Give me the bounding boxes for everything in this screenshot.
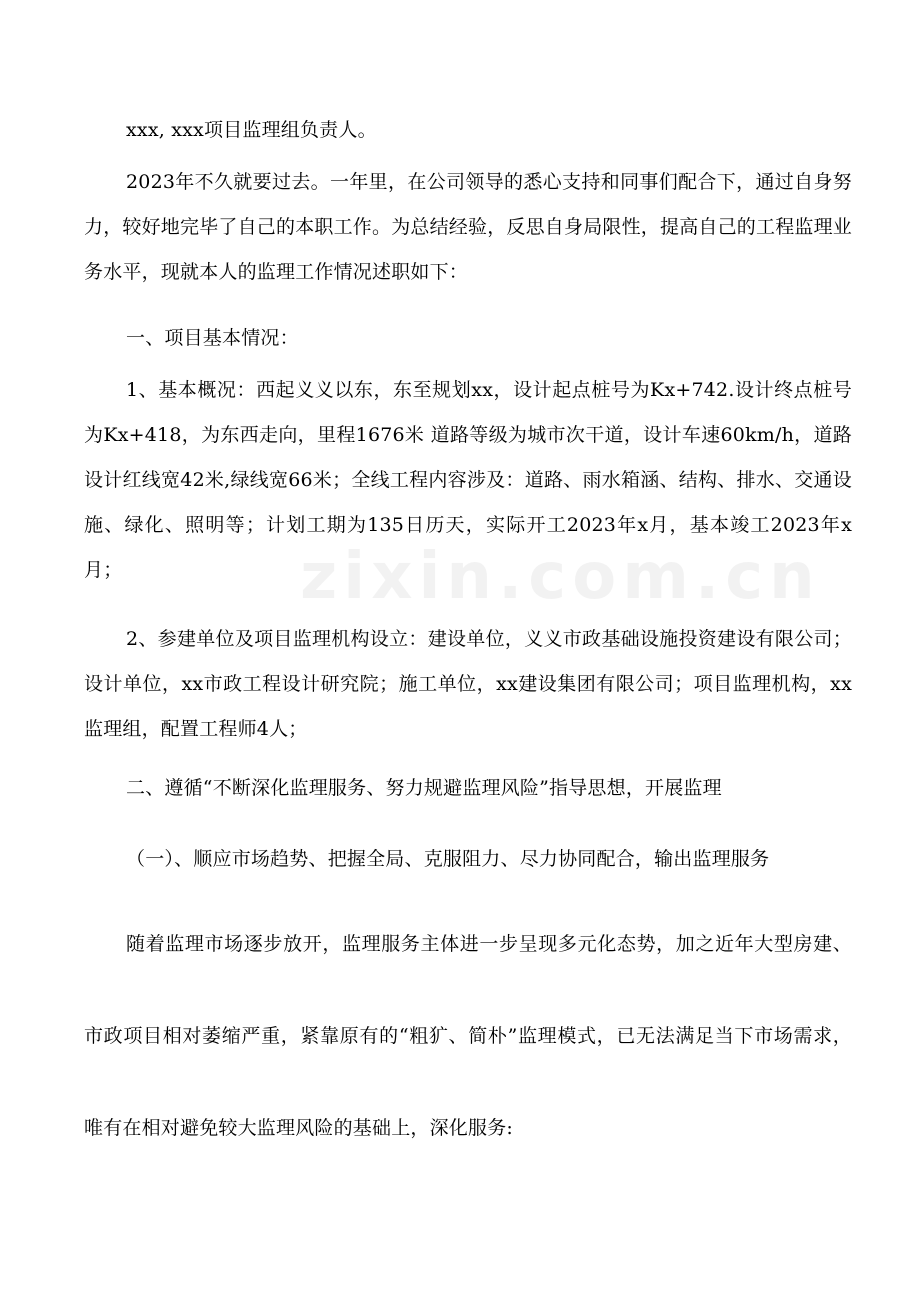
paragraph-introduction: 2023年不久就要过去。一年里，在公司领导的悉心支持和同事们配合下，通过自身努力，较好地完毕了自己的本职工作。为总结经验，反思自身局限性，提高自己的工程监理业务水平，现就本人的监理工作情况述职如下： xyxy=(84,171,853,283)
watermark: zixin.com.cn xyxy=(300,540,821,614)
paragraph-responsible-person: xxx, xxx项目监理组负责人。 xyxy=(126,119,377,141)
heading-guiding-principle: 二、遵循“不断深化监理服务、努力规避监理风险”指导思想，开展监理 xyxy=(126,777,722,799)
heading-project-basic-info: 一、项目基本情况： xyxy=(126,327,299,349)
paragraph-market-trend: 随着监理市场逐步放开，监理服务主体进一步呈现多元化态势，加之近年大型房建、市政项目相对萎缩严重，紧靠原有的“粗犷、简朴”监理模式，已无法满足当下市场需求，唯有在相对避免较大监理风险的基础上，深化服务: xyxy=(84,933,852,1139)
heading-subsection-one: （一）、顺应市场趋势、把握全局、克服阻力、尽力协同配合，输出监理服务 xyxy=(126,848,770,870)
paragraph-participating-units: 2、参建单位及项目监理机构设立：建设单位，义义市政基础设施投资建设有限公司；设计单位，xx市政工程设计研究院；施工单位，xx建设集团有限公司；项目监理机构，xx监理组，配置工程师4人； xyxy=(84,628,852,740)
paragraph-basic-overview: 1、基本概况：西起义义以东，东至规划xx，设计起点桩号为Kx+742.设计终点桩号为Kx+418，为东西走向，里程1676米 道路等级为城市次干道，设计车速60km/h，道路设计红线宽42米,绿线宽66米；全线工程内容涉及：道路、雨水箱涵、结构、排水、交通设施、绿化、照明等；计划工期为135日历天，实际开工2023年x月，基本竣工2023年x月； xyxy=(84,379,852,581)
